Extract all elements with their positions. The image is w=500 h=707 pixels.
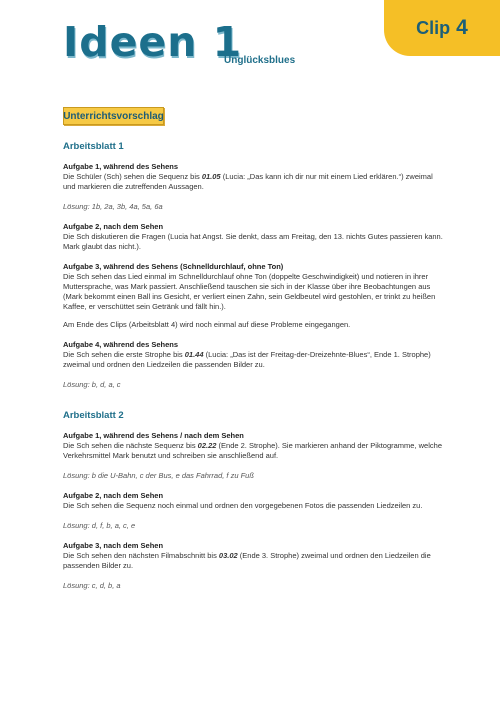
timestamp: 02.22 (197, 441, 217, 450)
solution: Lösung: 1b, 2a, 3b, 4a, 5a, 6a (63, 202, 163, 211)
logo: Ideen 1 (63, 18, 243, 66)
worksheet-title: Arbeitsblatt 1 (63, 141, 124, 152)
task-text-start: Die Sch sehen den nächsten Filmabschnitt bis (63, 551, 219, 560)
task-text-end: (Ende 2. Strophe). Sie markieren anhand der Piktogramme, welche Verkehrsmittel Mark benutzt und schreiben sie anschließend auf. (63, 441, 442, 460)
task-title: Aufgabe 1, während des Sehens (63, 162, 179, 171)
solution: Lösung: b, d, a, c (63, 380, 121, 389)
task (63, 222, 443, 252)
task-title: Aufgabe 2, nach dem Sehen (63, 222, 164, 231)
task-text (63, 551, 443, 571)
task-title: Aufgabe 4, während des Sehens (63, 340, 179, 349)
solution: Lösung: b die U-Bahn, c der Bus, e das Fahrrad, f zu Fuß (63, 471, 254, 480)
worksheet-1 (63, 141, 443, 390)
task-note: Am Ende des Clips (Arbeitsblatt 4) wird noch einmal auf diese Probleme eingegangen. (63, 320, 351, 329)
task-text-end: (Lucia: „Das ist der Freitag-der-Dreizehnte-Blues“, Ende 1. Strophe) zweimal und ordnen den Liedzeilen die passenden Bilder zu. (63, 350, 431, 369)
task (63, 431, 443, 481)
timestamp: 03.02 (218, 551, 238, 560)
solution: Lösung: c, d, b, a (63, 581, 121, 590)
clip-badge (384, 0, 500, 56)
timestamp: 01.44 (184, 350, 204, 359)
task (63, 262, 443, 330)
task-text (63, 350, 443, 370)
task-text-start: Die Sch sehen die erste Strophe bis (63, 350, 185, 359)
page-subtitle: Unglücksblues (224, 55, 296, 66)
task (63, 162, 443, 212)
task (63, 541, 443, 591)
task-title: Aufgabe 1, während des Sehens / nach dem Sehen (63, 431, 244, 440)
task-text (63, 441, 443, 461)
task-text-start: Die Sch sehen die nächste Sequenz bis (63, 441, 198, 450)
task-text-end: (Ende 3. Strophe) zweimal und ordnen den Liedzeilen die passenden Bilder zu. (63, 551, 431, 570)
worksheet-title: Arbeitsblatt 2 (63, 410, 124, 421)
task-text-start: Die Schüler (Sch) sehen die Sequenz bis (63, 172, 202, 181)
worksheet-2 (63, 410, 443, 591)
task-text-end: (Lucia: „Das kann ich dir nur mit einem Lied erklären.“) zweimal und markieren die zutreffenden Aussagen. (63, 172, 433, 191)
solution: Lösung: d, f, b, a, c, e (63, 521, 136, 530)
clip-number: 4 (456, 16, 468, 39)
task-title: Aufgabe 3, nach dem Sehen (63, 541, 164, 550)
section-tag: Unterrichtsvorschlag (63, 107, 164, 125)
task (63, 491, 443, 531)
task-text: Die Sch sehen das Lied einmal im Schnelldurchlauf ohne Ton (doppelte Geschwindigkeit) und notieren in ihrer Muttersprache, was Mark passiert. Anschließend tauschen sie sich in der Klasse über ihre Beobachtungen aus (Mark bekommt einen Ball ins Gesicht, er verliert einen Zahn, sein Geldbeutel wird gestohlen, er trinkt zu heißen Kaffee, er verschüttet sein Getränk und fällt hin.). (63, 272, 436, 311)
document-body (63, 141, 443, 601)
task (63, 340, 443, 390)
clip-label: Clip (416, 17, 451, 38)
task-text: Die Sch diskutieren die Fragen (Lucia hat Angst. Sie denkt, dass am Freitag, den 13. nichts Gutes passieren kann. Mark glaubt das nicht.). (63, 232, 443, 251)
timestamp: 01.05 (201, 172, 221, 181)
task-title: Aufgabe 2, nach dem Sehen (63, 491, 164, 500)
task-text: Die Sch sehen die Sequenz noch einmal und ordnen den vorgegebenen Fotos die passenden Liedzeilen zu. (63, 501, 423, 510)
task-text (63, 172, 443, 192)
task-title: Aufgabe 3, während des Sehens (Schnelldurchlauf, ohne Ton) (63, 262, 284, 271)
